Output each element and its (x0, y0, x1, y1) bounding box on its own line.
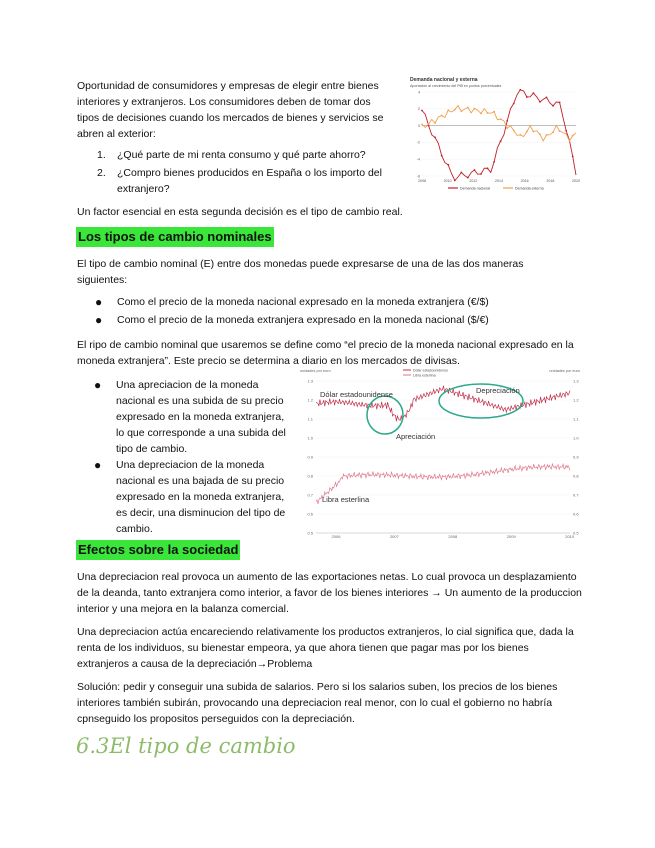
external-series-point (441, 115, 443, 117)
question-list (97, 147, 389, 197)
y-tick-label: -4 (416, 157, 420, 162)
appreciation-ellipse (367, 396, 403, 434)
bullet-icon: ● (95, 295, 103, 309)
x-tick-label: 2014 (495, 179, 503, 183)
national-series-point (533, 92, 535, 94)
external-series-point (559, 130, 561, 132)
y-tick-label-right: 1.0 (573, 435, 579, 441)
external-series-point (506, 127, 508, 129)
national-series-point (506, 120, 508, 122)
list-text: Como el precio de la moneda extranjera expresado en la moneda nacional ($/€) (117, 314, 489, 326)
national-series-point (480, 173, 482, 175)
external-series-point (572, 135, 574, 137)
x-tick-label: 2012 (469, 179, 478, 183)
list-text: Una apreciacion de la moneda nacional es una subida de su precio expresado en la moneda extranjera, lo que corresponde a una subida del tipo de cambio. (116, 379, 286, 455)
external-series-point (526, 131, 528, 133)
external-series-point (565, 133, 567, 135)
list-item (95, 312, 537, 328)
national-series-point (539, 101, 541, 103)
bullet-icon: ● (94, 458, 102, 472)
x-tick-label: 2006 (331, 534, 341, 539)
national-series (422, 90, 576, 181)
section-heading-exchange-rate: 6.3El tipo de cambio (76, 734, 296, 758)
external-series-point (421, 123, 423, 125)
external-series-point (447, 109, 449, 111)
exchange-rate-chart-svg (298, 365, 582, 540)
y-tick-label: 1.3 (307, 378, 313, 384)
national-series-point (559, 102, 561, 104)
national-series-point (441, 155, 443, 157)
y-tick-label: 0.9 (307, 454, 313, 460)
appreciation-list (94, 377, 294, 537)
external-series (422, 106, 576, 142)
national-series-point (500, 140, 502, 142)
list-item (94, 377, 294, 457)
bullet-icon: ● (94, 378, 102, 392)
legend-external: Demanda externa (515, 186, 544, 191)
external-series-point (454, 109, 456, 111)
external-series-point (546, 134, 548, 136)
list-number: 2. (97, 167, 106, 179)
y-tick-label: 0.7 (307, 492, 313, 498)
y-tick-label: 1.2 (307, 397, 313, 403)
list-number: 1. (97, 149, 106, 161)
external-series-point (467, 107, 469, 109)
intro-closing: Un factor esencial en esta segunda decisión es el tipo de cambio real. (77, 206, 403, 218)
national-series-point (572, 155, 574, 157)
x-tick-label: 2008 (418, 179, 426, 183)
effects-paragraph-2: Una depreciacion actúa encareciendo relativamente los productos extranjeros, lo cial significa que, dada la renta de los individuos, su bienestar empeora, ya que ahora tienen que pagar mas por los bienes extranjeros a causa de la depreciación→Problema (77, 626, 574, 670)
national-series-point (565, 130, 567, 132)
section-heading-nominal: Los tipos de cambio nominales (76, 227, 274, 247)
national-series-point (546, 96, 548, 98)
chart-subtitle: Aportación al crecimiento del PIB en puntos porcentuales (410, 84, 502, 88)
y-tick-label-right: 0.9 (573, 454, 579, 460)
demand-chart-svg (408, 74, 580, 192)
external-series-point (539, 134, 541, 136)
external-series-point (428, 123, 430, 125)
x-tick-label: 2007 (389, 534, 399, 539)
list-text: Una depreciacion de la moneda nacional es una bajada de su precio expresado en la moneda extranjera, es decir, una disminucion del tipo de cambio. (116, 459, 286, 535)
y-tick-label: 0.5 (307, 530, 313, 536)
y-tick-label: 1.1 (307, 416, 313, 422)
x-tick-label: 2016 (520, 179, 529, 183)
external-series-point (474, 108, 476, 110)
bullet-icon: ● (95, 313, 103, 327)
y-tick-label: 0 (418, 123, 420, 128)
national-series-point (487, 167, 489, 169)
label-gbp: Libra esterlina (322, 495, 370, 504)
label-usd: Dólar estadounidense (320, 390, 393, 399)
y-tick-label-right: 0.8 (573, 473, 579, 479)
section-heading-effects: Efectos sobre la sociedad (76, 540, 240, 560)
right-axis-units: unidades por euro (549, 369, 580, 373)
y-tick-label-right: 0.6 (573, 511, 579, 517)
exchange-definition-list (95, 294, 537, 328)
exchange-rate-chart (298, 365, 582, 540)
external-series-point (487, 112, 489, 114)
national-series-point (421, 110, 423, 112)
national-series-point (447, 164, 449, 166)
y-tick-label: 1.0 (307, 435, 313, 441)
national-series-point (519, 89, 521, 91)
label-depreciation: Depreciación (476, 386, 520, 395)
national-series-point (526, 96, 528, 98)
list-item (94, 457, 294, 537)
list-item (97, 165, 389, 197)
external-series-point (513, 130, 515, 132)
label-appreciation: Apreciación (396, 432, 436, 441)
external-series-point (460, 110, 462, 112)
y-tick-label-right: 0.5 (573, 530, 579, 536)
list-item (97, 147, 389, 163)
national-series-point (454, 180, 456, 182)
left-axis-units: unidades por euro (300, 369, 331, 373)
section1-paragraph: El tipo de cambio nominal (E) entre dos monedas puede expresarse de una de las dos maneras siguientes: (77, 258, 524, 286)
list-text: ¿Compro bienes producidos en España o los importo del extranjero? (117, 167, 382, 195)
list-text: ¿Qué parte de mi renta consumo y qué parte ahorro? (117, 149, 366, 161)
y-tick-label: 4 (418, 90, 420, 95)
legend-usd: Dólar estadounidense (413, 368, 448, 373)
list-text: Como el precio de la moneda nacional expresado en la moneda extranjera (€/$) (117, 296, 489, 308)
y-tick-label-right: 0.7 (573, 492, 579, 498)
chart-title: Demanda nacional y externa (410, 77, 478, 83)
y-tick-label: 2 (418, 107, 420, 112)
x-tick-label: 2018 (546, 179, 555, 183)
y-tick-label: 0.6 (307, 511, 313, 517)
x-tick-label: 2010 (565, 534, 575, 539)
national-series-point (513, 103, 515, 105)
y-tick-label-right: 1.1 (573, 416, 579, 422)
national-series-point (493, 161, 495, 163)
national-series-point (460, 172, 462, 174)
external-series-point (533, 131, 535, 133)
x-tick-label: 2020 (572, 179, 580, 183)
y-tick-label: -2 (416, 140, 420, 145)
definition-paragraph: El ripo de cambio nominal que usaremos se define como “el precio de la moneda nacional expresado en la moneda extranjera”. Este precio se determina a diario en los mercados de divisas. (77, 339, 574, 367)
y-tick-label: 0.8 (307, 473, 313, 479)
legend-gbp: Libra esterlina (413, 373, 436, 378)
y-tick-label: -6 (416, 174, 420, 179)
x-tick-label: 2009 (506, 534, 516, 539)
y-tick-label-right: 1.3 (573, 378, 579, 384)
legend-national: Demanda nacional (460, 186, 490, 191)
external-series-point (493, 111, 495, 113)
y-tick-label-right: 1.2 (573, 397, 579, 403)
list-item (95, 294, 537, 310)
effects-paragraph-3: Solución: pedir y conseguir una subida de salarios. Pero si los salarios suben, los precios de los bienes interiores también subirán, provocando una depreciacion real menor, con lo cual el gobierno no habría cpnseguido los propositos perseguidos con la depreciación. (77, 681, 558, 725)
x-tick-label: 2008 (448, 534, 458, 539)
x-tick-label: 2010 (443, 179, 452, 183)
national-series-point (474, 169, 476, 171)
national-series-point (552, 105, 554, 107)
external-series-point (519, 134, 521, 136)
demand-chart (408, 74, 580, 192)
external-series-point (434, 122, 436, 124)
external-series-point (552, 131, 554, 133)
intro-paragraph: Oportunidad de consumidores y empresas de elegir entre bienes interiores y extranjeros. Los consumidores deben de tomar dos tipos de decisiones cuando los mercados de bienes y servicios se abren al exterior: (77, 80, 384, 140)
external-series-point (480, 113, 482, 115)
external-series-point (500, 118, 502, 120)
national-series-point (434, 137, 436, 139)
effects-paragraph-1: Una depreciacion real provoca un aumento de las exportaciones netas. Lo cual provoca un desplazamiento de la deanda, tanto extranjera como interior, a favor de los bienes interiores → Un aumento de la produccion interior y una mejora en la balanza comercial. (77, 571, 582, 615)
